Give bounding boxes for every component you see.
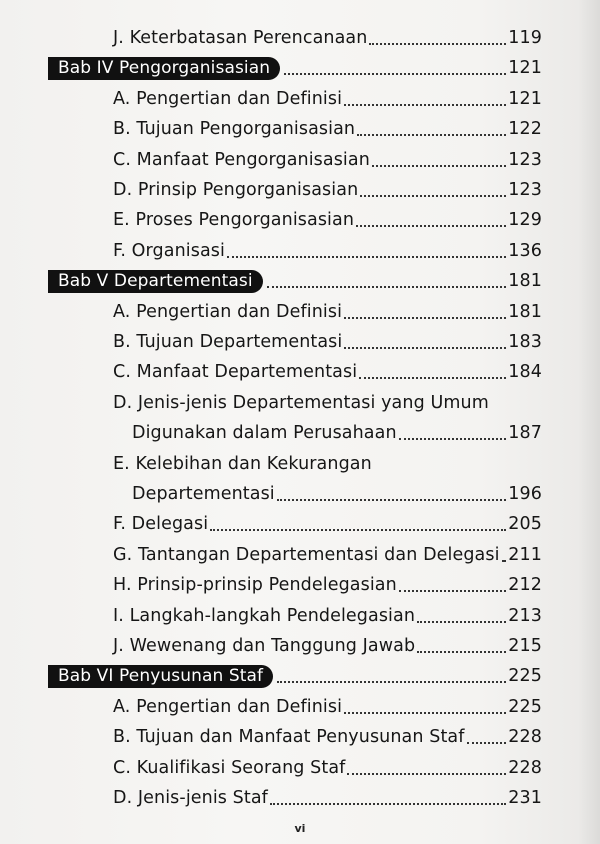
page-number: vi <box>294 822 306 835</box>
toc-entry-title: E. Proses Pengorganisasian <box>113 210 355 231</box>
toc-entry-title: B. Tujuan Departementasi <box>113 332 343 352</box>
toc-page-number: 181 <box>508 301 542 322</box>
toc-page-number: 211 <box>508 544 542 565</box>
dot-leader <box>270 803 506 805</box>
toc-entry-row <box>0 205 542 235</box>
toc-entry-title: H. Prinsip-prinsip Pendelegasian <box>113 575 397 596</box>
toc-page-number: 212 <box>508 575 542 596</box>
toc-entry-row <box>0 570 542 600</box>
toc-entry-row <box>0 357 542 387</box>
dot-leader <box>360 195 506 197</box>
dot-leader <box>356 225 506 227</box>
dot-leader <box>399 438 507 440</box>
toc-chapter-title: Bab VI Penyusunan Staf <box>48 665 273 688</box>
toc-page-number: 213 <box>508 605 542 626</box>
dot-leader <box>277 681 506 683</box>
toc-chapter-row <box>0 661 542 691</box>
toc-entry-title: C. Manfaat Pengorganisasian <box>113 149 370 170</box>
dot-leader <box>359 377 506 379</box>
toc-entry-title: C. Kualifikasi Seorang Staf <box>113 757 346 778</box>
toc-page-number: 121 <box>508 88 542 109</box>
toc-page-number: 225 <box>508 666 542 687</box>
toc-entry-row <box>0 388 542 418</box>
toc-page-number: 184 <box>508 362 542 383</box>
toc-page-number: 183 <box>508 332 542 352</box>
toc-entry-title: A. Pengertian dan Definisi <box>113 301 343 322</box>
toc-entry-row <box>0 631 542 661</box>
dot-leader <box>467 742 507 744</box>
toc-page-number: 225 <box>508 696 542 717</box>
toc-page-number: 181 <box>508 271 542 292</box>
toc-page-number: 121 <box>508 58 542 79</box>
toc-entry-title: D. Jenis-jenis Departementasi yang Umum <box>113 392 489 413</box>
toc-entry-row <box>0 418 542 448</box>
toc-entry-title: A. Pengertian dan Definisi <box>113 88 343 109</box>
toc-entry-title: A. Pengertian dan Definisi <box>113 696 343 717</box>
toc-page-number: 231 <box>508 788 542 808</box>
toc-chapter-title: Bab V Departementasi <box>48 270 263 293</box>
toc-entry-title: C. Manfaat Departementasi <box>113 362 358 383</box>
toc-entry-row <box>0 509 542 539</box>
toc-entry-title: B. Tujuan Pengorganisasian <box>113 119 356 140</box>
toc-page-number: 129 <box>508 210 542 231</box>
dot-leader <box>417 621 506 623</box>
toc-page-number: 228 <box>508 757 542 778</box>
dot-leader <box>344 712 506 714</box>
toc-entry-row <box>0 692 542 722</box>
dot-leader <box>369 43 506 45</box>
toc-page-number: 122 <box>508 119 542 140</box>
dot-leader <box>284 73 506 75</box>
toc-entry-row <box>0 540 542 570</box>
toc-entry-row <box>0 449 542 479</box>
dot-leader <box>372 165 506 167</box>
toc-entry-row <box>0 175 542 205</box>
dot-leader <box>399 590 506 592</box>
toc-chapter-row <box>0 266 542 296</box>
toc-entry-title: G. Tantangan Departementasi dan Delegasi <box>113 544 500 565</box>
toc-entry-row <box>0 236 542 266</box>
toc-page-number: 215 <box>508 636 542 656</box>
toc-page-number: 187 <box>508 423 542 444</box>
dot-leader <box>267 286 507 288</box>
dot-leader <box>344 317 506 319</box>
dot-leader <box>357 134 506 136</box>
toc-entry-title: Digunakan dalam Perusahaan <box>132 423 397 444</box>
toc-chapter-title: Bab IV Pengorganisasian <box>48 57 280 80</box>
toc-entry-row <box>0 145 542 175</box>
dot-leader <box>417 651 506 653</box>
dot-leader <box>344 347 506 349</box>
toc-entry-title: Departementasi <box>132 484 275 504</box>
toc-entry-row <box>0 114 542 144</box>
dot-leader <box>344 104 506 106</box>
toc-entry-row <box>0 753 542 783</box>
toc-entry-row <box>0 601 542 631</box>
toc-entry-title: J. Wewenang dan Tanggung Jawab <box>113 636 416 656</box>
toc-chapter-row <box>0 53 542 83</box>
toc-entry-title: D. Jenis-jenis Staf <box>113 788 268 808</box>
toc-page-number: 123 <box>508 180 542 200</box>
dot-leader <box>210 529 506 531</box>
toc-entry-title: E. Kelebihan dan Kekurangan <box>113 453 372 474</box>
toc-entry-row <box>0 783 542 813</box>
toc-entry-row <box>0 722 542 752</box>
toc-entry-row <box>0 327 542 357</box>
dot-leader <box>277 499 507 501</box>
dot-leader <box>227 256 506 258</box>
toc-entry-row <box>0 23 542 53</box>
toc-page-number: 205 <box>508 514 542 535</box>
dot-leader <box>502 560 507 562</box>
toc-entry-title: J. Keterbatasan Perencanaan <box>113 28 368 48</box>
toc-entry-row <box>0 297 542 327</box>
toc-entry-title: B. Tujuan dan Manfaat Penyusunan Staf <box>113 727 465 748</box>
toc-entry-row <box>0 479 542 509</box>
page-edge-shadow <box>578 0 600 844</box>
toc-entry-row <box>0 84 542 114</box>
toc-entry-title: I. Langkah-langkah Pendelegasian <box>113 605 416 626</box>
toc-page-number: 196 <box>508 484 542 504</box>
toc-entry-title: F. Delegasi <box>113 514 209 535</box>
toc-page-number: 119 <box>508 28 542 48</box>
dot-leader <box>347 773 506 775</box>
toc-page-number: 228 <box>508 727 542 748</box>
toc-page-number: 136 <box>508 240 542 261</box>
toc-entry-title: D. Prinsip Pengorganisasian <box>113 180 359 200</box>
toc-entry-title: F. Organisasi <box>113 240 225 261</box>
toc-page-number: 123 <box>508 149 542 170</box>
